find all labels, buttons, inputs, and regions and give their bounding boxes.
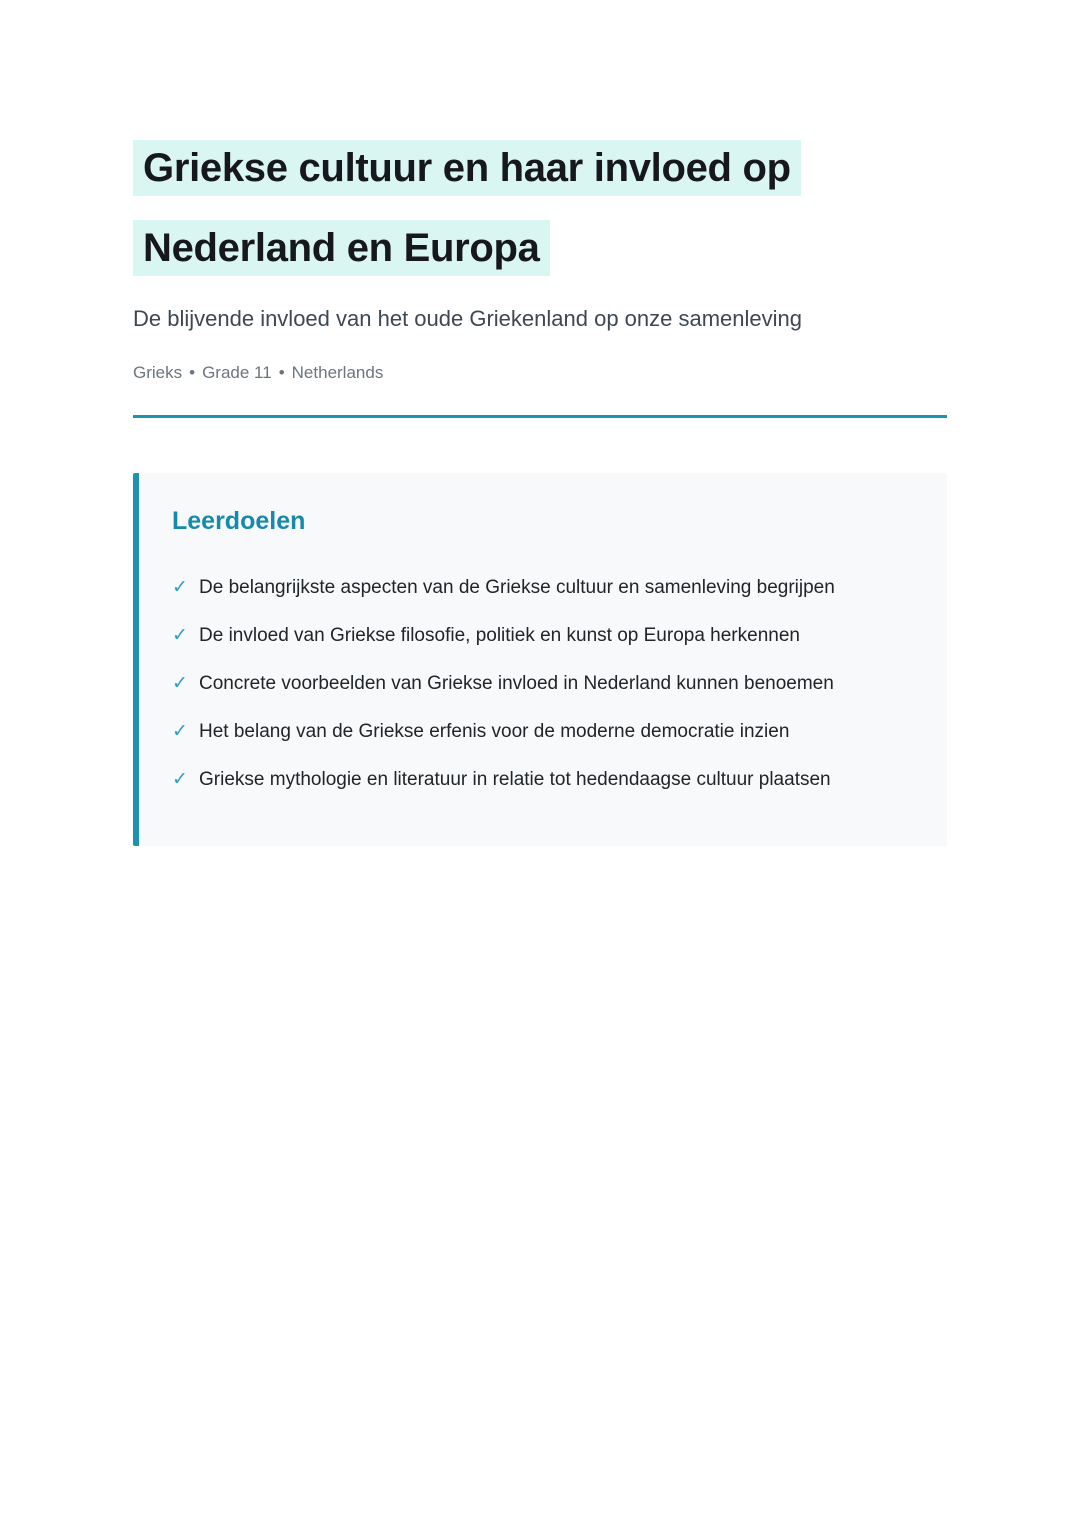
- checkmark-icon: ✓: [172, 769, 188, 790]
- objectives-list: [172, 570, 911, 798]
- objective-item: [172, 618, 911, 654]
- objective-text: De invloed van Griekse filosofie, politiek en kunst op Europa herkennen: [199, 625, 800, 646]
- document-header: [133, 128, 947, 418]
- checkmark-icon: ✓: [172, 577, 188, 598]
- page-title-line-1: [133, 128, 947, 208]
- checkmark-icon: ✓: [172, 625, 188, 646]
- header-divider: [133, 415, 947, 418]
- page-subtitle: De blijvende invloed van het oude Griekenland op onze samenleving: [133, 306, 803, 331]
- meta-subject: Grieks: [133, 363, 183, 382]
- objective-text: Het belang van de Griekse erfenis voor de moderne democratie inzien: [199, 721, 790, 742]
- objective-text: De belangrijkste aspecten van de Griekse cultuur en samenleving begrijpen: [199, 577, 835, 598]
- document-content: [133, 0, 947, 846]
- objectives-heading: Leerdoelen: [172, 507, 306, 535]
- objective-item: [172, 762, 911, 798]
- title-highlight: Nederland en Europa: [133, 220, 550, 276]
- meta-grade: Grade 11: [202, 363, 272, 382]
- checkmark-icon: ✓: [172, 721, 188, 742]
- page-title: [133, 128, 947, 288]
- page-title-line-2: [133, 208, 947, 288]
- objective-item: [172, 714, 911, 750]
- checkmark-icon: ✓: [172, 673, 188, 694]
- meta-separator: •: [189, 363, 196, 382]
- title-highlight: Griekse cultuur en haar invloed op: [133, 140, 801, 196]
- meta-country: Netherlands: [291, 363, 384, 382]
- objective-item: [172, 570, 911, 606]
- meta-separator: •: [278, 363, 285, 382]
- objective-text: Concrete voorbeelden van Griekse invloed in Nederland kunnen benoemen: [199, 673, 834, 694]
- document-meta: [133, 362, 947, 384]
- learning-objectives-card: [133, 473, 947, 846]
- objective-text: Griekse mythologie en literatuur in relatie tot hedendaagse cultuur plaatsen: [199, 769, 831, 790]
- objective-item: [172, 666, 911, 702]
